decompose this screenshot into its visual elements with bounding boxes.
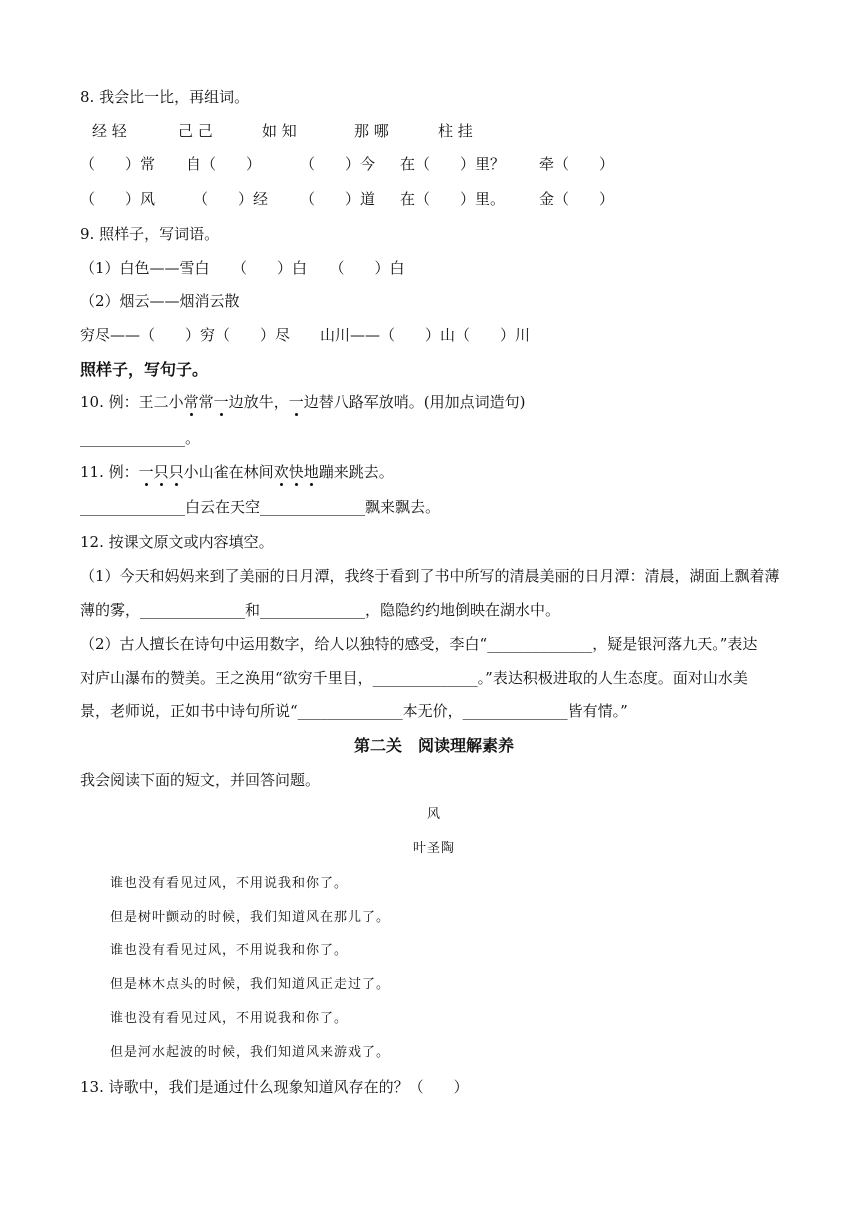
q11-text: 蹦来跳去。 [318, 463, 394, 481]
q8-blank-2-1[interactable]: （ ）风 [80, 190, 156, 208]
q10-answer-blank[interactable]: ______________。 [80, 429, 201, 447]
q10-prefix: 10. 例：王二小 [80, 393, 184, 411]
q10-text: 边 [303, 393, 319, 411]
q12-p1-line2[interactable]: 薄的雾，______________和______________，隐隐约约地倒映在湖水中。 [80, 601, 561, 619]
q11-dotted-char: 只 [153, 463, 169, 481]
q11-answer-blank[interactable]: ______________白云在天空______________飘来飘去。 [80, 498, 441, 516]
q10-dotted-char: 一 [288, 393, 304, 411]
q11-dotted-char: 欢 [273, 463, 289, 481]
q8-pair-4: 那 哪 [354, 122, 389, 140]
q8-pair-1: 经 轻 [92, 122, 127, 140]
q10-dotted-char: 常 [183, 393, 199, 411]
q12-p2-line2[interactable]: 对庐山瀑布的赞美。王之涣用“欲穷千里目，______________。”表达积极进取的人生态度。面对山水美 [80, 669, 748, 687]
q12-p1-line1: （1）今天和妈妈来到了美丽的日月潭，我终于看到了书中所写的清晨美丽的日月潭：清晨，湖面上飘着薄 [80, 567, 780, 585]
q11-dotted-char: 一 [138, 463, 154, 481]
q8-blank-1-4[interactable]: 在（ ）里？ [400, 155, 506, 173]
q9-item-3[interactable]: 穷尽——（ ）穷（ ）尽 山川——（ ）山（ ）川 [80, 326, 531, 344]
q8-blank-2-5[interactable]: 金（ ） [539, 190, 615, 208]
q10-text: 边 [228, 393, 244, 411]
q12-title: 12. 按课文原文或内容填空。 [80, 533, 274, 551]
q8-blank-2-2[interactable]: （ ）经 [193, 190, 269, 208]
poem-title: 风 [426, 807, 441, 822]
q11-dotted-char: 快 [288, 463, 304, 481]
q11-example [80, 462, 394, 482]
q9-item-1[interactable]: （1）白色——雪白 （ ）白 （ ）白 [80, 259, 405, 277]
q10-text: 常 [198, 393, 214, 411]
q10-dotted-char: 一 [213, 393, 229, 411]
poem-line: 谁也没有看见过风，不用说我和你了。 [110, 943, 349, 958]
poem-line: 谁也没有看见过风，不用说我和你了。 [110, 1011, 349, 1026]
section-2-title: 第二关 阅读理解素养 [353, 736, 514, 755]
q8-blank-1-3[interactable]: （ ）今 [300, 155, 376, 173]
q8-pair-3: 如 知 [262, 122, 297, 140]
q8-blank-2-4[interactable]: 在（ ）里。 [400, 190, 506, 208]
q10-text: 放牛， [243, 393, 289, 411]
q11-prefix: 11. 例： [80, 463, 139, 481]
poem-line: 但是林木点头的时候，我们知道风正走过了。 [110, 977, 391, 992]
q10-text: 替八路军放哨。(用加点词造句) [318, 393, 526, 411]
q12-p2-line1[interactable]: （2）古人擅长在诗句中运用数字，给人以独特的感受，李白“______________，疑是银河落九天。”表达 [80, 635, 758, 653]
q9-item-2: （2）烟云——烟消云散 [80, 292, 240, 310]
q8-blank-1-1[interactable]: （ ）常 [80, 155, 156, 173]
q12-p2-line3[interactable]: 景，老师说，正如书中诗句所说“______________本无价，______________皆有情。” [80, 702, 628, 720]
poem-line: 但是树叶颤动的时候，我们知道风在那儿了。 [110, 910, 391, 925]
q11-text: 小山雀在林间 [183, 463, 274, 481]
poem-author: 叶圣陶 [412, 841, 455, 856]
q8-pair-5: 柱 挂 [438, 122, 473, 140]
q11-dotted-char: 只 [168, 463, 184, 481]
poem-line: 但是河水起波的时候，我们知道风来游戏了。 [110, 1045, 391, 1060]
q9-title: 9. 照样子，写词语。 [80, 225, 220, 243]
q11-dotted-char: 地 [303, 463, 319, 481]
q10-example [80, 392, 525, 412]
section-heading-sentences: 照样子，写句子。 [80, 360, 209, 379]
q8-pair-2: 己 己 [178, 122, 213, 140]
q8-title: 8. 我会比一比，再组词。 [80, 88, 250, 106]
q8-blank-1-2[interactable]: 自（ ） [186, 155, 262, 173]
q8-blank-2-3[interactable]: （ ）道 [300, 190, 376, 208]
q13-question[interactable]: 13. 诗歌中，我们是通过什么现象知道风存在的？（ ） [80, 1078, 469, 1096]
poem-line: 谁也没有看见过风，不用说我和你了。 [110, 876, 349, 891]
q8-blank-1-5[interactable]: 牵（ ） [539, 155, 615, 173]
section-2-intro: 我会阅读下面的短文，并回答问题。 [80, 771, 321, 789]
